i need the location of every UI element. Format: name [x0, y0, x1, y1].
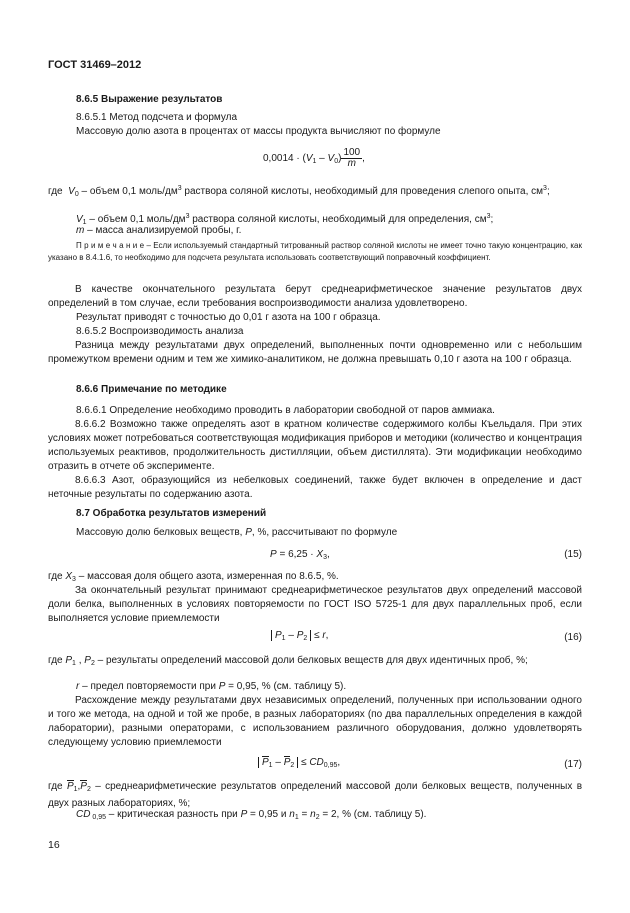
formula-15: $P = 6,25 \cdot X_3$,: [270, 549, 330, 561]
paragraph-formula-intro: Массовую долю азота в процентах от массы продукта вычисляют по формуле: [76, 126, 441, 137]
formula-nitrogen: $0,0014 \cdot (V_1 - V_0)$ $\frac{100}{m}$ ,: [263, 147, 365, 169]
formula-17: $P_1 - P_2 \le CD_{0,95}$,: [258, 757, 340, 769]
where-x3: где $X_3$ – массовая доля общего азота, измеренная по 8.6.5, %.: [48, 571, 339, 583]
paragraph-interlab: Расхождение между результатами двух независимых определений, полученных при использовании одного и того же метода, на одной и той же пробе, в разных лабораториях (по два параллельных определения в каждой лаборатории), разными операторами, с использованием различного оборудования, должно удовлетворять следующему условию приемлемости: [48, 695, 582, 748]
paragraph-8-6-6-2: 8.6.6.2 Возможно также определять азот в кратном количестве содержимого колбы Къельдаля. При этих условиях может потребоваться соответствующая модификация приборов и методики (количество и концентрация используемых реактивов, продолжительность дистилляции, объем дистиллята). Эти модификации необходимо отразить в отчете об эксперименте.: [48, 419, 582, 472]
where-r: r – предел повторяемости при P = 0,95, % (см. таблицу 5).: [76, 681, 347, 692]
section-8-7-title: 8.7 Обработка результатов измерений: [76, 508, 267, 519]
where-v0: где $V_0$ – объем 0,1 моль/$дм^3$ раствора соляной кислоты, необходимый для проведения слепого опыта, $см^3$;: [48, 185, 550, 198]
where-p1-p2: где $P_1$ , $P_2$ – результаты определений массовой доли белковых веществ для двух идентичных проб, %;: [48, 655, 528, 667]
paragraph-8-6-6-3: 8.6.6.3 Азот, образующийся из небелковых соединений, также будет включен в определение и даст неточные результаты по содержанию азота.: [48, 475, 582, 500]
where-m: m – масса анализируемой пробы, г.: [76, 225, 242, 236]
paragraph-acceptance: За окончательный результат принимают среднеарифметическое результатов двух определений массовой доли белка, выполненных в условиях повторяемости по ГОСТ ISO 5725-1 для двух параллельных проб, если выполняется условие приемлемости: [48, 585, 582, 624]
paragraph-protein-intro: Массовую долю белковых веществ, P, %, рассчитывают по формуле: [76, 527, 398, 538]
formula-17-number: (17): [564, 759, 582, 770]
section-8-6-5-title: 8.6.5 Выражение результатов: [76, 94, 223, 105]
paragraph-8-6-6-1: 8.6.6.1 Определение необходимо проводить в лаборатории свободной от паров аммиака.: [76, 405, 495, 416]
paragraph-final-result: В качестве окончательного результата берут среднеарифметическое значение результатов двух определений в том случае, если требования воспроизводимости анализа удовлетворено.: [48, 284, 582, 309]
formula-16: $P_1 - P_2 \le r$,: [271, 630, 328, 642]
paragraph-precision: Результат приводят с точностью до 0,01 г азота на 100 г образца.: [76, 312, 381, 323]
page-number: 16: [48, 839, 60, 851]
paragraph-8-6-5-2: 8.6.5.2 Воспроизводимость анализа: [76, 326, 244, 337]
formula-15-number: (15): [564, 549, 582, 560]
section-8-6-6-title: 8.6.6 Примечание по методике: [76, 384, 227, 395]
where-v1: $V_1$ – объем 0,1 моль/$дм^3$ раствора соляной кислоты, необходимый для определения, $см^3$;: [76, 213, 494, 226]
formula-16-number: (16): [564, 632, 582, 643]
document-header: ГОСТ 31469–2012: [48, 59, 142, 71]
paragraph-8-6-5-1: 8.6.5.1 Метод подсчета и формула: [76, 112, 238, 123]
where-cd: CD $_{0,95}$ – критическая разность при P = 0,95 и $n_1 = n_2 = 2$, % (см. таблицу 5).: [76, 809, 427, 821]
where-p-averages: где $P_1,P_2$ – среднеарифметические результатов определений массовой доли белковых веществ, полученных в двух разных лабораториях, %;: [48, 781, 583, 809]
paragraph-reproducibility: Разница между результатами двух определений, выполненных почти одновременно или с небольшим промежутком времени одним и тем же химико-аналитиком, не должна превышать 0,10 г азота на 100 г образца.: [48, 340, 582, 365]
note: П р и м е ч а н и е – Если используемый стандартный титрованный раствор соляной кислоты не имеет точно такую концентрацию, как указано в 8.4.1.6, то необходимо для подсчета результата использовать соответствующий поправочный коэффициент.: [48, 241, 583, 262]
